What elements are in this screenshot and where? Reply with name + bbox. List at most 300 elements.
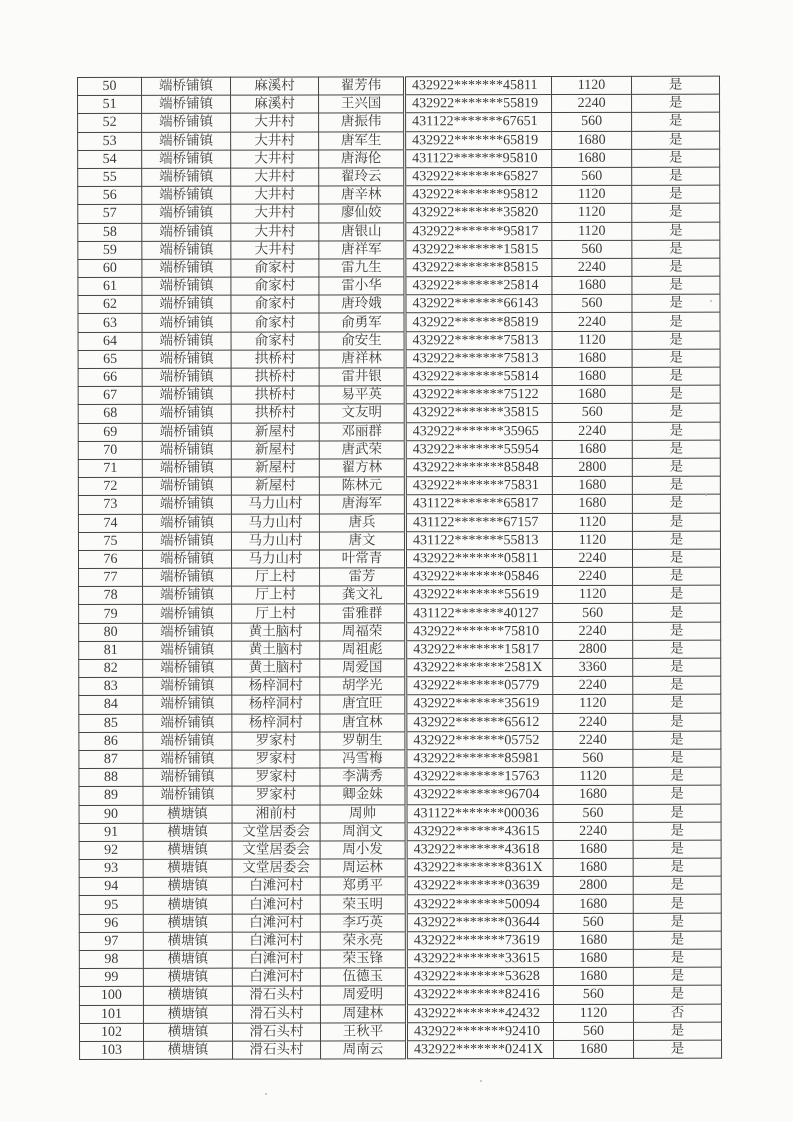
id-number-cell: 432922*******85819: [405, 313, 552, 331]
id-number-cell: 432922*******35820: [405, 204, 552, 222]
town-cell: 端桥铺镇: [142, 514, 231, 532]
town-cell: 端桥铺镇: [142, 277, 231, 295]
name-cell: 周福荣: [320, 622, 406, 640]
status-cell: 是: [633, 695, 721, 713]
status-cell: 是: [632, 313, 720, 331]
id-number-cell: 432922*******55954: [405, 440, 552, 458]
name-cell: 周小发: [320, 841, 406, 859]
row-number: 63: [78, 314, 142, 332]
row-number: 51: [78, 96, 142, 114]
row-number: 72: [78, 477, 142, 495]
row-number: 93: [79, 859, 143, 877]
id-number-cell: 432922*******73619: [406, 931, 553, 949]
town-cell: 端桥铺镇: [143, 786, 232, 804]
status-cell: 是: [633, 967, 721, 985]
village-cell: 白滩河村: [232, 895, 320, 913]
name-cell: 唐兵: [319, 513, 405, 531]
table-row: [78, 258, 720, 278]
id-number-cell: 432922*******75122: [405, 386, 552, 404]
status-cell: 是: [633, 713, 721, 731]
village-cell: 杨梓洞村: [232, 714, 320, 732]
name-cell: 王兴国: [319, 95, 405, 113]
name-cell: 唐宜林: [320, 713, 406, 731]
village-cell: 文堂居委会: [232, 823, 320, 841]
status-cell: 是: [633, 622, 721, 640]
status-cell: 是: [632, 331, 720, 349]
amount-cell: 1680: [552, 440, 632, 458]
row-number: 57: [78, 205, 142, 223]
amount-cell: 560: [552, 167, 632, 185]
table-row: [80, 1040, 722, 1060]
id-number-cell: 432922*******03639: [406, 877, 553, 895]
id-number-cell: 432922*******92410: [406, 1022, 553, 1040]
id-number-cell: 431122*******00036: [406, 804, 553, 822]
name-cell: 唐文: [319, 532, 405, 550]
amount-cell: 560: [553, 749, 633, 767]
town-cell: 端桥铺镇: [142, 77, 231, 95]
town-cell: 端桥铺镇: [143, 696, 232, 714]
status-cell: 是: [633, 895, 721, 913]
town-cell: 端桥铺镇: [142, 350, 231, 368]
status-cell: 是: [633, 676, 721, 694]
name-cell: 唐祥军: [319, 241, 405, 259]
table-row: [78, 349, 720, 369]
table-row: [79, 585, 721, 605]
village-cell: 大井村: [231, 132, 319, 150]
town-cell: 端桥铺镇: [143, 768, 232, 786]
status-cell: 是: [632, 385, 720, 403]
village-cell: 拱桥村: [231, 404, 319, 422]
status-cell: 是: [632, 185, 720, 203]
table-row: [78, 367, 720, 387]
amount-cell: 1120: [552, 185, 632, 203]
town-cell: 端桥铺镇: [142, 314, 231, 332]
village-cell: 新屋村: [231, 459, 319, 477]
name-cell: 郑勇平: [320, 877, 406, 895]
id-number-cell: 432922*******05846: [406, 568, 553, 586]
row-number: 91: [79, 823, 143, 841]
table-row: [79, 640, 721, 660]
id-number-cell: 432922*******43618: [406, 840, 553, 858]
town-cell: 横塘镇: [143, 877, 232, 895]
status-cell: 是: [631, 76, 719, 94]
name-cell: 雷芳: [320, 568, 406, 586]
id-number-cell: 431122*******65817: [405, 495, 552, 513]
status-cell: 是: [633, 731, 721, 749]
table-row: [79, 895, 721, 915]
table-row: [78, 531, 720, 551]
table-row: [78, 294, 720, 314]
village-cell: 大井村: [231, 222, 319, 240]
status-cell: 是: [633, 858, 721, 876]
village-cell: 黄土脑村: [232, 641, 320, 659]
name-cell: 唐武荣: [319, 441, 405, 459]
name-cell: 周润文: [320, 822, 406, 840]
row-number: 54: [78, 150, 142, 168]
status-cell: 否: [633, 1004, 721, 1022]
amount-cell: 560: [553, 913, 633, 931]
amount-cell: 560: [553, 804, 633, 822]
table-row: [78, 276, 720, 296]
status-cell: 是: [633, 931, 721, 949]
row-number: 80: [79, 623, 143, 641]
row-number: 100: [79, 987, 143, 1005]
amount-cell: 1120: [553, 586, 633, 604]
village-cell: 大井村: [231, 113, 319, 131]
town-cell: 横塘镇: [143, 896, 232, 914]
town-cell: 端桥铺镇: [143, 586, 232, 604]
table-row: [79, 913, 721, 933]
town-cell: 端桥铺镇: [143, 641, 232, 659]
village-cell: 拱桥村: [231, 386, 319, 404]
name-cell: 俞勇军: [319, 313, 405, 331]
village-cell: 新屋村: [231, 441, 319, 459]
name-cell: 邓丽群: [319, 422, 405, 440]
id-number-cell: 432922*******65819: [405, 131, 552, 149]
village-cell: 俞家村: [231, 313, 319, 331]
name-cell: 周爱国: [320, 659, 406, 677]
row-number: 82: [79, 659, 143, 677]
town-cell: 端桥铺镇: [142, 532, 231, 550]
table-row: [78, 440, 720, 460]
name-cell: 周运林: [320, 859, 406, 877]
table-row: [78, 331, 720, 351]
status-cell: 是: [633, 749, 721, 767]
village-cell: 马力山村: [231, 513, 319, 531]
table-row: [78, 76, 720, 96]
village-cell: 黄土脑村: [232, 623, 320, 641]
row-number: 55: [78, 168, 142, 186]
id-number-cell: 432922*******15763: [406, 768, 553, 786]
table-row: [78, 404, 720, 424]
town-cell: 端桥铺镇: [142, 150, 231, 168]
town-cell: 横塘镇: [143, 841, 232, 859]
table-row: [79, 858, 721, 878]
status-cell: 是: [632, 422, 720, 440]
id-number-cell: 432922*******55619: [406, 586, 553, 604]
status-cell: 是: [633, 1022, 721, 1040]
table-row: [78, 94, 720, 114]
table-row: [79, 931, 721, 951]
table-row: [79, 676, 721, 696]
amount-cell: 2240: [552, 549, 632, 567]
status-cell: 是: [633, 640, 721, 658]
status-cell: 是: [632, 531, 720, 549]
village-cell: 俞家村: [231, 332, 319, 350]
status-cell: 是: [632, 494, 720, 512]
row-number: 85: [79, 714, 143, 732]
village-cell: 厅上村: [232, 586, 320, 604]
row-number: 65: [78, 350, 142, 368]
row-number: 50: [78, 77, 142, 95]
name-cell: 翟玲云: [319, 168, 405, 186]
amount-cell: 1120: [552, 331, 632, 349]
status-cell: 是: [633, 567, 721, 585]
id-number-cell: 432922*******85815: [405, 258, 552, 276]
name-cell: 翟方林: [319, 459, 405, 477]
name-cell: 唐银山: [319, 222, 405, 240]
table-row: [79, 695, 721, 715]
village-cell: 白滩河村: [232, 950, 320, 968]
row-number: 92: [79, 841, 143, 859]
row-number: 64: [78, 332, 142, 350]
id-number-cell: 432922*******95817: [405, 222, 552, 240]
row-number: 89: [79, 787, 143, 805]
name-cell: 雷九生: [319, 259, 405, 277]
row-number: 61: [78, 277, 142, 295]
town-cell: 端桥铺镇: [142, 114, 231, 132]
town-cell: 端桥铺镇: [143, 605, 232, 623]
village-cell: 白滩河村: [232, 932, 320, 950]
row-number: 98: [79, 950, 143, 968]
name-cell: 李巧英: [320, 913, 406, 931]
status-cell: 是: [633, 767, 721, 785]
amount-cell: 1680: [553, 968, 633, 986]
scan-speck: [480, 1080, 482, 1082]
amount-cell: 1680: [552, 386, 632, 404]
table-row: [79, 567, 721, 587]
table-row: [78, 422, 720, 442]
row-number: 67: [78, 387, 142, 405]
name-cell: 叶常青: [319, 550, 405, 568]
name-cell: 唐宜旺: [320, 695, 406, 713]
name-cell: 唐海伦: [319, 150, 405, 168]
village-cell: 麻溪村: [231, 95, 319, 113]
town-cell: 横塘镇: [143, 1005, 232, 1023]
town-cell: 横塘镇: [143, 914, 232, 932]
town-cell: 端桥铺镇: [143, 677, 232, 695]
status-cell: 是: [633, 913, 721, 931]
name-cell: 雷小华: [319, 277, 405, 295]
amount-cell: 560: [553, 604, 633, 622]
village-cell: 黄土脑村: [232, 659, 320, 677]
table-row: [79, 822, 721, 842]
village-cell: 白滩河村: [232, 914, 320, 932]
row-number: 69: [78, 423, 142, 441]
status-cell: 是: [633, 585, 721, 603]
amount-cell: 2800: [553, 877, 633, 895]
id-number-cell: 432922*******66143: [405, 295, 552, 313]
village-cell: 俞家村: [231, 277, 319, 295]
town-cell: 端桥铺镇: [142, 405, 231, 423]
town-cell: 端桥铺镇: [142, 295, 231, 313]
amount-cell: 2240: [552, 95, 632, 113]
document-sheet: [77, 77, 719, 1060]
amount-cell: 1120: [552, 76, 632, 94]
status-cell: 是: [632, 149, 720, 167]
status-cell: 是: [633, 949, 721, 967]
name-cell: 荣永亮: [320, 932, 406, 950]
id-number-cell: 432922*******0241X: [407, 1040, 554, 1058]
amount-cell: 1680: [552, 476, 632, 494]
table-row: [79, 1004, 721, 1024]
village-cell: 大井村: [231, 150, 319, 168]
town-cell: 横塘镇: [143, 1023, 232, 1041]
town-cell: 横塘镇: [143, 859, 232, 877]
town-cell: 端桥铺镇: [142, 132, 231, 150]
status-cell: 是: [632, 513, 720, 531]
amount-cell: 1680: [553, 858, 633, 876]
table-row: [79, 986, 721, 1006]
amount-cell: 2240: [553, 567, 633, 585]
id-number-cell: 432922*******05811: [405, 549, 552, 567]
id-number-cell: 432922*******35965: [405, 422, 552, 440]
row-number: 97: [79, 932, 143, 950]
id-number-cell: 432922*******15817: [406, 640, 553, 658]
town-cell: 端桥铺镇: [142, 368, 231, 386]
amount-cell: 1120: [552, 531, 632, 549]
village-cell: 滑石头村: [232, 1023, 320, 1041]
amount-cell: 2240: [553, 677, 633, 695]
village-cell: 滑石头村: [233, 1041, 321, 1059]
amount-cell: 1680: [552, 367, 632, 385]
town-cell: 端桥铺镇: [142, 495, 231, 513]
status-cell: 是: [633, 876, 721, 894]
row-number: 74: [78, 514, 142, 532]
status-cell: 是: [632, 404, 720, 422]
town-cell: 端桥铺镇: [142, 386, 231, 404]
row-number: 58: [78, 223, 142, 241]
town-cell: 端桥铺镇: [143, 732, 232, 750]
row-number: 96: [79, 914, 143, 932]
id-number-cell: 432922*******85981: [406, 749, 553, 767]
id-number-cell: 432922*******53628: [406, 968, 553, 986]
town-cell: 端桥铺镇: [143, 714, 232, 732]
id-number-cell: 432922*******43615: [406, 822, 553, 840]
row-number: 77: [79, 568, 143, 586]
amount-cell: 560: [552, 295, 632, 313]
status-cell: 是: [633, 840, 721, 858]
name-cell: 胡学光: [320, 677, 406, 695]
name-cell: 廖仙姣: [319, 204, 405, 222]
village-cell: 俞家村: [231, 295, 319, 313]
amount-cell: 1680: [553, 949, 633, 967]
amount-cell: 1120: [552, 222, 632, 240]
village-cell: 罗家村: [232, 768, 320, 786]
id-number-cell: 431122*******40127: [406, 604, 553, 622]
amount-cell: 560: [552, 240, 632, 258]
name-cell: 周祖彪: [320, 641, 406, 659]
id-number-cell: 432922*******75831: [405, 477, 552, 495]
name-cell: 罗朝生: [320, 732, 406, 750]
village-cell: 大井村: [231, 168, 319, 186]
row-number: 87: [79, 750, 143, 768]
id-number-cell: 432922*******25814: [405, 277, 552, 295]
name-cell: 周建林: [320, 1004, 406, 1022]
amount-cell: 1680: [553, 786, 633, 804]
status-cell: 是: [632, 294, 720, 312]
status-cell: 是: [632, 440, 720, 458]
row-number: 68: [78, 405, 142, 423]
amount-cell: 1680: [552, 131, 632, 149]
amount-cell: 1680: [554, 1040, 634, 1058]
name-cell: 文友明: [319, 404, 405, 422]
village-cell: 马力山村: [231, 550, 319, 568]
status-cell: 是: [632, 549, 720, 567]
row-number: 94: [79, 878, 143, 896]
status-cell: 是: [632, 276, 720, 294]
id-number-cell: 432922*******35815: [405, 404, 552, 422]
status-cell: 是: [632, 222, 720, 240]
amount-cell: 1120: [553, 1004, 633, 1022]
town-cell: 端桥铺镇: [142, 441, 231, 459]
table-row: [79, 785, 721, 805]
table-row: [78, 476, 720, 496]
village-cell: 麻溪村: [231, 77, 319, 95]
amount-cell: 2240: [553, 713, 633, 731]
table-row: [79, 658, 721, 678]
amount-cell: 1680: [553, 931, 633, 949]
table-row: [79, 949, 721, 969]
amount-cell: 1120: [552, 204, 632, 222]
amount-cell: 1680: [552, 349, 632, 367]
amount-cell: 2240: [552, 422, 632, 440]
status-cell: 是: [633, 804, 721, 822]
id-number-cell: 431122*******67157: [405, 513, 552, 531]
status-cell: 是: [632, 131, 720, 149]
row-number: 79: [79, 605, 143, 623]
id-number-cell: 432922*******05752: [406, 731, 553, 749]
name-cell: 唐辛林: [319, 186, 405, 204]
amount-cell: 560: [552, 404, 632, 422]
village-cell: 罗家村: [232, 732, 320, 750]
town-cell: 端桥铺镇: [142, 459, 231, 477]
name-cell: 荣玉明: [320, 895, 406, 913]
village-cell: 大井村: [231, 204, 319, 222]
id-number-cell: 432922*******33615: [406, 950, 553, 968]
table-body: [78, 76, 722, 1059]
scan-speck: [705, 494, 707, 496]
village-cell: 厅上村: [232, 568, 320, 586]
status-cell: 是: [633, 604, 721, 622]
table-row: [79, 876, 721, 896]
id-number-cell: 432922*******75810: [406, 622, 553, 640]
village-cell: 滑石头村: [232, 986, 320, 1004]
status-cell: 是: [633, 822, 721, 840]
row-number: 52: [78, 114, 142, 132]
town-cell: 横塘镇: [143, 968, 232, 986]
table-row: [78, 494, 720, 514]
town-cell: 端桥铺镇: [142, 186, 231, 204]
status-cell: 是: [633, 785, 721, 803]
village-cell: 杨梓洞村: [232, 677, 320, 695]
amount-cell: 2240: [552, 313, 632, 331]
amount-cell: 2800: [552, 458, 632, 476]
table-row: [79, 804, 721, 824]
amount-cell: 560: [552, 113, 632, 131]
town-cell: 端桥铺镇: [143, 659, 232, 677]
id-number-cell: 431122*******55813: [405, 531, 552, 549]
village-cell: 拱桥村: [231, 350, 319, 368]
row-number: 71: [78, 459, 142, 477]
town-cell: 端桥铺镇: [143, 623, 232, 641]
row-number: 75: [78, 532, 142, 550]
status-cell: 是: [632, 240, 720, 258]
amount-cell: 1680: [553, 840, 633, 858]
town-cell: 端桥铺镇: [142, 477, 231, 495]
name-cell: 唐祥林: [319, 350, 405, 368]
table-row: [78, 313, 720, 333]
village-cell: 厅上村: [232, 604, 320, 622]
id-number-cell: 432922*******2581X: [406, 659, 553, 677]
status-cell: 是: [632, 367, 720, 385]
table-row: [79, 749, 721, 769]
id-number-cell: 432922*******42432: [406, 1004, 553, 1022]
table-row: [79, 967, 721, 987]
amount-cell: 2800: [553, 640, 633, 658]
name-cell: 唐玲娥: [319, 295, 405, 313]
town-cell: 端桥铺镇: [142, 241, 231, 259]
